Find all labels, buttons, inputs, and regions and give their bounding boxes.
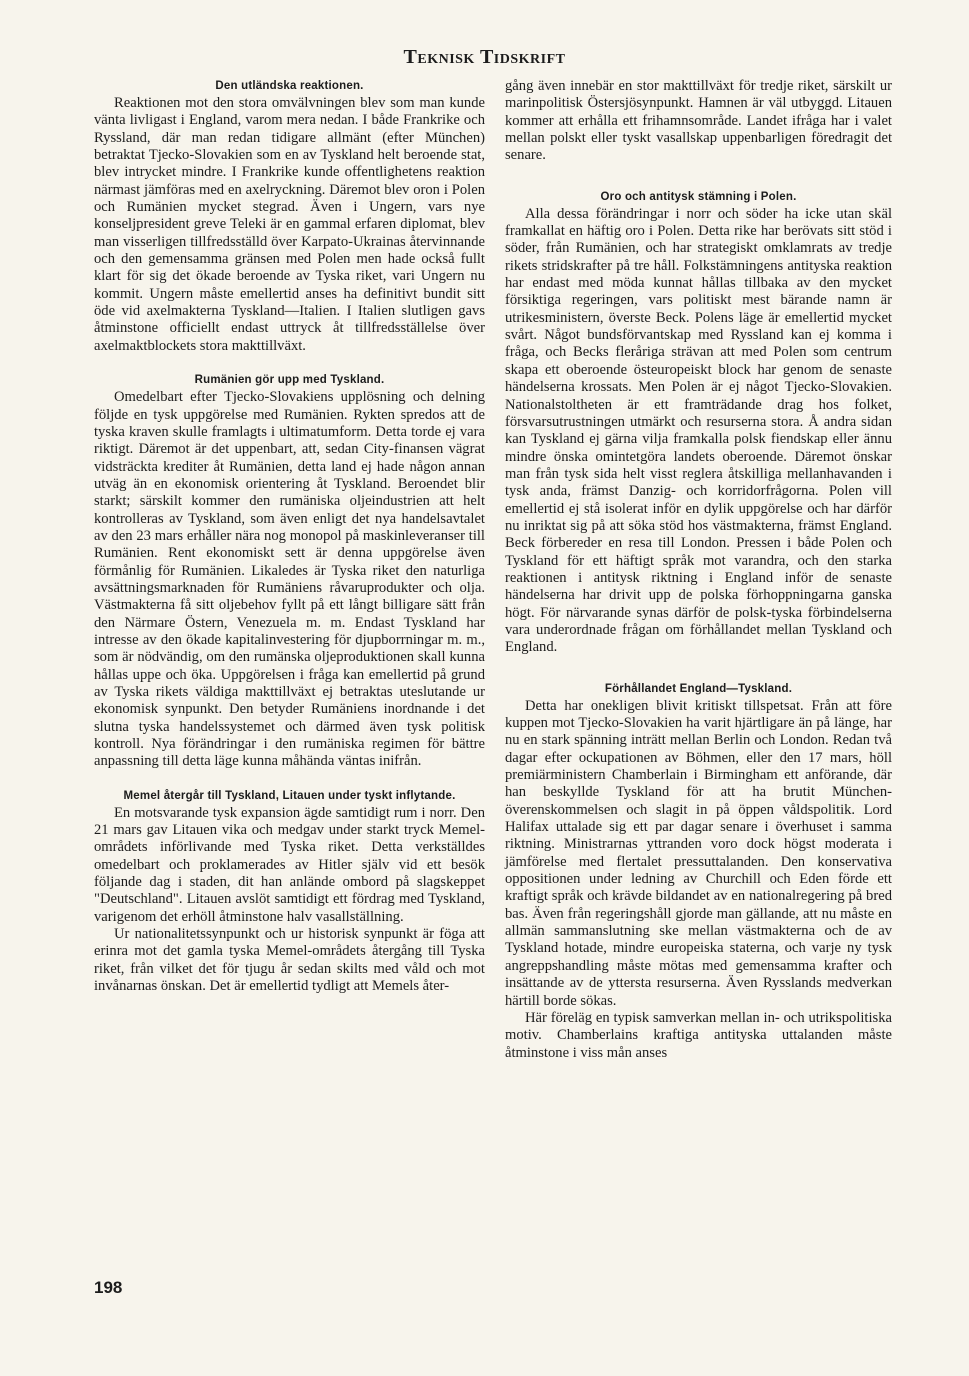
right-column xyxy=(505,78,892,1062)
section-heading-rumanien: Rumänien gör upp med Tyskland. xyxy=(194,374,385,387)
section-heading-utlandska-reaktionen: Den utländska reaktionen. xyxy=(215,80,364,92)
journal-masthead: Teknisk Tidskrift xyxy=(403,46,566,68)
paragraph-memel-1: En motsvarande tysk expansion ägde samtidigt rum i norr. Den 21 mars gav Litauen vika och medgav under starkt tryck Memel-områdets införlivande med Tyska riket. Detta verkställdes omedelbart och proklamerades av Hitler själv vid ett besök följande dag i staden, dit han anlände ombord på slagskeppet "Deutschland". Litauen avslöt samtidigt ett fördrag med Tyskland, varigenom det erhöll åtminstone halv vasallställning. xyxy=(94,804,485,925)
left-column xyxy=(94,78,485,996)
paragraph-memel-2: Ur nationalitetssynpunkt och ur historisk synpunkt är föga att erinra mot det gamla tyska Memel-områdets återgång till Tyska riket, från vilket det för tjugu år sedan skilts med våld och mot invånarnas önskan. Det är emellertid tydligt att Memels åter- xyxy=(94,926,485,995)
paragraph-england-tyskland-2: Här föreläg en typisk samverkan mellan in- och utrikspolitiska motiv. Chamberlains kraftiga antityska uttalanden måste åtminstone i viss mån anses xyxy=(505,1009,892,1061)
paragraph-polen: Alla dessa förändringar i norr och söder ha icke utan skäl framkallat en häftig oro i Polen. Detta rike har berövats sitt stöd i söder, från Rumänien, och har strategiskt omklamrats av tredje rikets stridskrafter på tre håll. Folkstämningens antityska reaktion har endast med möda kunnat hållas tillbaka av den mycket försiktiga regeringen, vars politiskt mest bärande namn är utrikesministern, överste Beck. Polens läge är emellertid mycket svårt. Något bundsförvantskap med Ryssland kan ej komma i fråga, och Becks fleråriga strävan att med Polen som centrum skapa ett oberoende östeuropeiskt block har genom de senaste händelserna krossats. Men Polen är ej något Tjecko-Slovakien. Nationalstoltheten är ett framträdande drag hos folket, försvarsutrustningen utmärkt och resurserna stora. Å andra sidan kan Tyskland ej gärna vilja framkalla polsk fiendskap eller ännu mindre önska omintetgöra landets oberoende. Däremot önskar man från tysk sida helt visst reglera åtskilliga mellanhavanden i tysk anda, främst Danzig- och korridorfrågorna. Polen vill emellertid ej stå isolerat inför en dylik uppgörelse och har därför nu inriktat sig på att söka stöd hos västmakterna, främst England. Beck förbereder en resa till London. Pressen i både Polen och Tyskland för ett häftigt språk mot varandra, och den starka reaktionen i antitysk riktning i England inför de senaste händelserna har drivit upp de polska förhoppningarna ganska högt. För närvarande synas därför de polsk-tyska förbindelserna vara underordnade frågan om förhållandet mellan Tyskland och England. xyxy=(505,205,892,656)
section-heading-england-tyskland: Förhållandet England—Tyskland. xyxy=(604,682,793,695)
paragraph-memel-continued: gång även innebär en stor makttillväxt för tredje riket, särskilt ur marinpolitisk Östersjösynpunkt. Hamnen är väl utbyggd. Litauen kommer att erhålla ett frihamnsområde. Landet ifråga har i valet mellan polskt eller tyskt vasallskap uppenbarligen föredragit det senare. xyxy=(505,78,892,164)
paragraph-england-tyskland-1: Detta har onekligen blivit kritiskt tillspetsat. Från att före kuppen mot Tjecko-Slovakien ha varit hjärtligare än på länge, har nu en stark spänning inträtt mellan Berlin och London. Redan två dagar efter ockupationen av Böhmen, eller den 17 mars, höll premiärministern Chamberlain i Birmingham ett anförande, där han beskyllde Tyskland för att ha brutit München-överenskommelsen och slagit in på öppen våldspolitik. Lord Halifax uttalade sig ett par dagar senare i överhuset i samma riktning. Ministrarnas yttranden voro dock högst moderata i jämförelse med flertalet pressuttalanden. Den konservativa oppositionen under ledning av Churchill och Eden förde ett kraftigt språk och krävde bildandet av en nationalregering på bred bas. Även från regeringshåll gjorde man gällande, att nu måste en allmän sammanslutning ske mellan västmakterna och de av Tyskland hotade, mindre europeiska staterna, och varje ny tysk angreppshandling måste mötas med gemensamma krafter och insättande av de yttersta resurserna. Även Rysslands medverkan härtill borde sökas. xyxy=(505,697,892,1009)
paragraph-rumanien: Omedelbart efter Tjecko-Slovakiens upplösning och delning följde en tysk uppgörelse med Rumänien. Rykten spredos att de tyska kraven skulle framlagts i ultimatumform. Detta torde ej vara riktigt. Däremot är det uppenbart, att, sedan City-finansen vägrat vidsträckta krediter åt Rumänien, detta land ej hade någon annan utväg än en ekonomisk orientering åt Tyskland. Beroendet blir starkt; särskilt kommer den rumäniska oljeindustrien att helt kontrolleras av Tyskland, som även enligt det nya handelsavtalet av den 23 mars erhåller nära nog monopol på maskinleveranser till Rumänien. Rent ekonomiskt sett är denna uppgörelse även förmånlig för Rumänien. Likaledes är Tyska riket den naturliga avsättningsmarknaden för Rumäniens råvaruprodukter och olja. Västmakterna få sitt oljebehov fyllt på ett långt billigare sätt från den Närmare Östern, Venezuela m. m. Endast Tyskland har intresse av den ökade kapitalinvestering för djupborrningar m. m., som är nödvändig, om den rumänska oljeproduktionen skall kunna hållas uppe och öka. Uppgörelsen i fråga kan emellertid på grund av Tyska rikets väldiga makttillväxt ej betraktas uteslutande ur ekonomisk synpunkt. Den betyder Rumäniens inordnande i det slutna tyska handelssystemet och därmed även tysk politisk kontroll. Nya förändringar i den rumäniska regimen för bättre anpassning till detta läge kunna måhända väntas inifrån. xyxy=(94,389,485,770)
section-heading-memel: Memel återgår till Tyskland, Litauen under tyskt inflytande. xyxy=(123,789,456,802)
paragraph-utlandska-reaktionen: Reaktionen mot den stora omvälvningen blev som man kunde vänta livligast i England, varom mera nedan. I både Frankrike och Ryssland, där man redan tidigare allmänt (efter München) betraktat Tjecko-Slovakien som en av Tyskland helt beroende stat, blev intrycket mindre. I Frankrike kunde offentlighetens reaktion närmast jämföras med en axelryckning. Däremot blev oron i Polen och Rumänien mycket stegrad. Även i Ungern, vars nye konseljpresident greve Teleki är en gammal erfaren diplomat, blev man visserligen tillfredsställd över Karpato-Ukrainas återvinnande och den gemensamma gränsen med Polen men hade också fullt klart för sig det ökade beroende av Tyska riket, vari Ungern nu kommit. Ungern måste emellertid anses ha definitivt bundit sitt öde vid axelmakterna Tyskland—Italien. I Italien slutligen gavs åtminstone officiellt endast uttryck åt tillfredsställelse över axelmaktblockets stora makttillväxt. xyxy=(94,95,485,354)
section-heading-polen: Oro och antitysk stämning i Polen. xyxy=(600,190,797,203)
page-number: 198 xyxy=(94,1278,123,1297)
